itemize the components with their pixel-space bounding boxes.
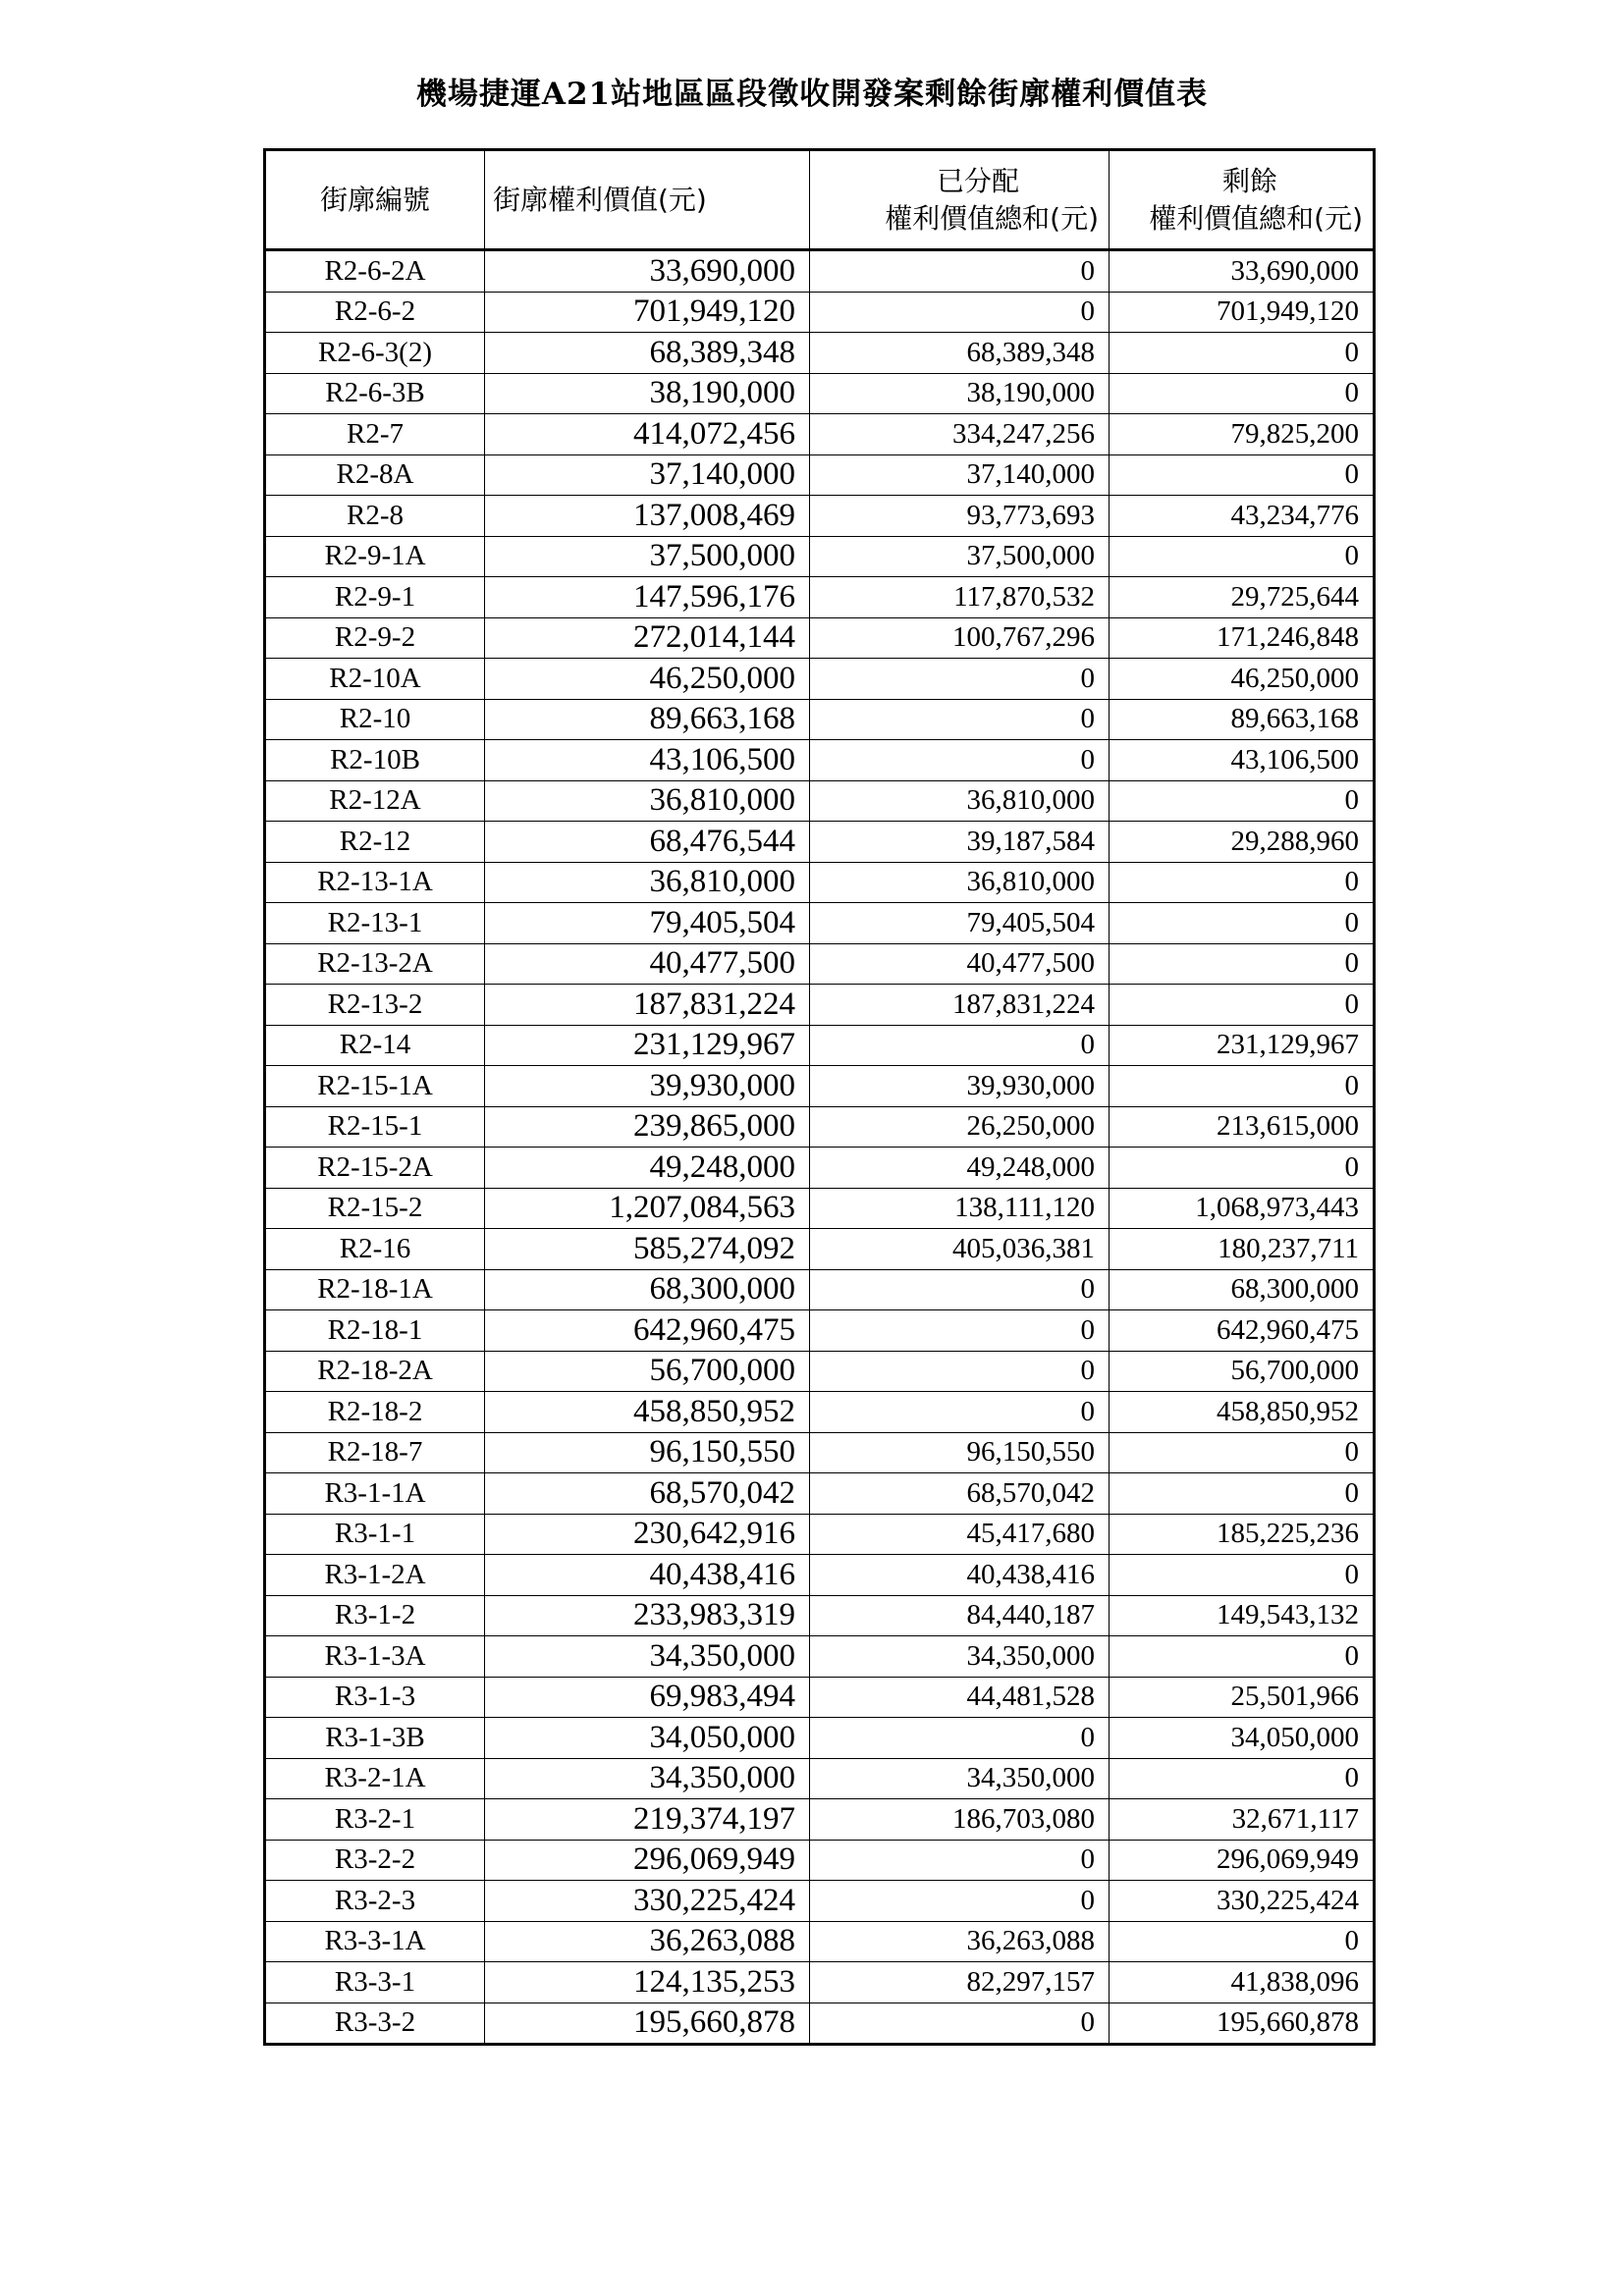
header-row — [265, 150, 1375, 250]
cell-remaining-value: 68,300,000 — [1110, 1269, 1375, 1310]
header-block-value-label: 街廓權利價值(元) — [493, 183, 707, 216]
header-block-id — [265, 150, 485, 250]
header-block-value — [485, 150, 810, 250]
table-row — [265, 943, 1375, 985]
cell-allocated-value: 0 — [810, 1310, 1110, 1352]
table-row — [265, 1188, 1375, 1229]
table-body — [265, 250, 1375, 2045]
table-row — [265, 617, 1375, 659]
cell-block-value: 137,008,469 — [485, 496, 810, 537]
cell-remaining-value: 0 — [1110, 536, 1375, 577]
cell-remaining-value: 29,725,644 — [1110, 577, 1375, 618]
header-allocated-line1: 已分配 — [936, 164, 1019, 197]
table-row — [265, 985, 1375, 1026]
cell-block-value: 49,248,000 — [485, 1148, 810, 1189]
cell-block-id: R2-10A — [265, 659, 485, 700]
table-row — [265, 577, 1375, 618]
cell-allocated-value: 334,247,256 — [810, 414, 1110, 455]
table-row — [265, 1066, 1375, 1107]
cell-block-id: R2-18-1 — [265, 1310, 485, 1352]
cell-block-id: R2-9-2 — [265, 617, 485, 659]
cell-block-value: 1,207,084,563 — [485, 1188, 810, 1229]
cell-remaining-value: 41,838,096 — [1110, 1962, 1375, 2003]
cell-block-id: R3-1-3A — [265, 1636, 485, 1678]
cell-remaining-value: 43,106,500 — [1110, 740, 1375, 781]
cell-remaining-value: 29,288,960 — [1110, 822, 1375, 863]
cell-allocated-value: 100,767,296 — [810, 617, 1110, 659]
table-row — [265, 1432, 1375, 1473]
cell-block-id: R2-10 — [265, 699, 485, 740]
cell-block-id: R2-15-2A — [265, 1148, 485, 1189]
table-row — [265, 1106, 1375, 1148]
cell-allocated-value: 40,477,500 — [810, 943, 1110, 985]
cell-block-id: R2-16 — [265, 1229, 485, 1270]
cell-block-value: 231,129,967 — [485, 1025, 810, 1066]
cell-block-id: R2-6-3(2) — [265, 333, 485, 374]
cell-block-value: 68,300,000 — [485, 1269, 810, 1310]
cell-block-value: 187,831,224 — [485, 985, 810, 1026]
cell-allocated-value: 187,831,224 — [810, 985, 1110, 1026]
cell-remaining-value: 34,050,000 — [1110, 1718, 1375, 1759]
header-block-id-label: 街廓編號 — [319, 183, 430, 216]
cell-remaining-value: 0 — [1110, 1473, 1375, 1515]
table-row — [265, 292, 1375, 333]
cell-remaining-value: 0 — [1110, 1921, 1375, 1962]
cell-remaining-value: 0 — [1110, 985, 1375, 1026]
table-row — [265, 454, 1375, 496]
cell-allocated-value: 0 — [810, 1881, 1110, 1922]
cell-block-id: R2-12A — [265, 780, 485, 822]
cell-remaining-value: 0 — [1110, 1636, 1375, 1678]
cell-remaining-value: 0 — [1110, 780, 1375, 822]
table-row — [265, 1555, 1375, 1596]
table-row — [265, 740, 1375, 781]
cell-remaining-value: 0 — [1110, 454, 1375, 496]
cell-block-value: 79,405,504 — [485, 903, 810, 944]
cell-allocated-value: 49,248,000 — [810, 1148, 1110, 1189]
cell-allocated-value: 36,810,000 — [810, 862, 1110, 903]
cell-remaining-value: 0 — [1110, 1148, 1375, 1189]
cell-allocated-value: 40,438,416 — [810, 1555, 1110, 1596]
cell-block-id: R2-13-1 — [265, 903, 485, 944]
cell-block-value: 38,190,000 — [485, 373, 810, 414]
cell-block-id: R3-2-2 — [265, 1840, 485, 1881]
header-allocated-line2: 權利價值總和(元) — [885, 201, 1099, 235]
cell-block-value: 230,642,916 — [485, 1514, 810, 1555]
cell-remaining-value: 0 — [1110, 943, 1375, 985]
table-row — [265, 659, 1375, 700]
cell-remaining-value: 0 — [1110, 373, 1375, 414]
cell-block-value: 34,050,000 — [485, 1718, 810, 1759]
cell-block-id: R3-1-2 — [265, 1595, 485, 1636]
cell-block-id: R2-18-2A — [265, 1351, 485, 1392]
cell-remaining-value: 0 — [1110, 1758, 1375, 1799]
cell-block-id: R2-6-2 — [265, 292, 485, 333]
cell-remaining-value: 0 — [1110, 1555, 1375, 1596]
cell-block-id: R2-8 — [265, 496, 485, 537]
cell-block-value: 219,374,197 — [485, 1799, 810, 1841]
cell-allocated-value: 186,703,080 — [810, 1799, 1110, 1841]
cell-allocated-value: 138,111,120 — [810, 1188, 1110, 1229]
cell-block-id: R3-1-2A — [265, 1555, 485, 1596]
cell-block-value: 89,663,168 — [485, 699, 810, 740]
cell-allocated-value: 34,350,000 — [810, 1636, 1110, 1678]
cell-remaining-value: 56,700,000 — [1110, 1351, 1375, 1392]
cell-block-id: R2-6-2A — [265, 250, 485, 293]
table-row — [265, 1473, 1375, 1515]
table-row — [265, 373, 1375, 414]
cell-block-value: 642,960,475 — [485, 1310, 810, 1352]
cell-block-value: 68,570,042 — [485, 1473, 810, 1515]
cell-block-value: 56,700,000 — [485, 1351, 810, 1392]
cell-allocated-value: 0 — [810, 1351, 1110, 1392]
cell-allocated-value: 36,810,000 — [810, 780, 1110, 822]
cell-block-id: R3-3-1 — [265, 1962, 485, 2003]
cell-block-value: 39,930,000 — [485, 1066, 810, 1107]
cell-block-id: R2-8A — [265, 454, 485, 496]
cell-block-id: R2-7 — [265, 414, 485, 455]
block-value-table — [263, 148, 1376, 2046]
table-row — [265, 699, 1375, 740]
table-row — [265, 1148, 1375, 1189]
cell-remaining-value: 171,246,848 — [1110, 617, 1375, 659]
cell-block-value: 34,350,000 — [485, 1758, 810, 1799]
cell-block-id: R3-2-1A — [265, 1758, 485, 1799]
cell-remaining-value: 25,501,966 — [1110, 1677, 1375, 1718]
cell-remaining-value: 33,690,000 — [1110, 250, 1375, 293]
cell-block-id: R2-13-1A — [265, 862, 485, 903]
table-row — [265, 1962, 1375, 2003]
cell-remaining-value: 642,960,475 — [1110, 1310, 1375, 1352]
cell-remaining-value: 701,949,120 — [1110, 292, 1375, 333]
table-row — [265, 1677, 1375, 1718]
table-row — [265, 2002, 1375, 2045]
table-row — [265, 1310, 1375, 1352]
cell-block-value: 69,983,494 — [485, 1677, 810, 1718]
table-row — [265, 822, 1375, 863]
table-row — [265, 1718, 1375, 1759]
cell-block-id: R2-18-1A — [265, 1269, 485, 1310]
table-row — [265, 1881, 1375, 1922]
cell-allocated-value: 45,417,680 — [810, 1514, 1110, 1555]
cell-allocated-value: 82,297,157 — [810, 1962, 1110, 2003]
cell-allocated-value: 0 — [810, 699, 1110, 740]
cell-allocated-value: 0 — [810, 1269, 1110, 1310]
cell-remaining-value: 0 — [1110, 903, 1375, 944]
cell-allocated-value: 0 — [810, 2002, 1110, 2045]
table-row — [265, 1351, 1375, 1392]
cell-block-value: 43,106,500 — [485, 740, 810, 781]
cell-block-id: R2-18-7 — [265, 1432, 485, 1473]
cell-allocated-value: 0 — [810, 1392, 1110, 1433]
cell-allocated-value: 36,263,088 — [810, 1921, 1110, 1962]
cell-block-value: 40,477,500 — [485, 943, 810, 985]
cell-remaining-value: 0 — [1110, 1432, 1375, 1473]
cell-block-value: 585,274,092 — [485, 1229, 810, 1270]
cell-block-value: 40,438,416 — [485, 1555, 810, 1596]
cell-block-value: 68,476,544 — [485, 822, 810, 863]
cell-block-value: 458,850,952 — [485, 1392, 810, 1433]
cell-block-id: R2-9-1A — [265, 536, 485, 577]
cell-remaining-value: 231,129,967 — [1110, 1025, 1375, 1066]
cell-block-value: 68,389,348 — [485, 333, 810, 374]
cell-block-value: 272,014,144 — [485, 617, 810, 659]
cell-remaining-value: 330,225,424 — [1110, 1881, 1375, 1922]
table-row — [265, 536, 1375, 577]
table-row — [265, 903, 1375, 944]
cell-allocated-value: 26,250,000 — [810, 1106, 1110, 1148]
table-row — [265, 862, 1375, 903]
header-allocated-value — [810, 150, 1110, 250]
cell-block-id: R3-2-1 — [265, 1799, 485, 1841]
cell-block-id: R3-2-3 — [265, 1881, 485, 1922]
cell-remaining-value: 0 — [1110, 1066, 1375, 1107]
cell-block-id: R3-3-2 — [265, 2002, 485, 2045]
cell-remaining-value: 149,543,132 — [1110, 1595, 1375, 1636]
cell-allocated-value: 0 — [810, 659, 1110, 700]
cell-allocated-value: 37,140,000 — [810, 454, 1110, 496]
cell-allocated-value: 405,036,381 — [810, 1229, 1110, 1270]
cell-allocated-value: 68,570,042 — [810, 1473, 1110, 1515]
cell-remaining-value: 89,663,168 — [1110, 699, 1375, 740]
cell-block-value: 701,949,120 — [485, 292, 810, 333]
table-row — [265, 250, 1375, 293]
cell-allocated-value: 0 — [810, 1840, 1110, 1881]
table-row — [265, 333, 1375, 374]
table-row — [265, 1758, 1375, 1799]
cell-allocated-value: 84,440,187 — [810, 1595, 1110, 1636]
cell-remaining-value: 46,250,000 — [1110, 659, 1375, 700]
cell-remaining-value: 213,615,000 — [1110, 1106, 1375, 1148]
cell-block-value: 124,135,253 — [485, 1962, 810, 2003]
cell-remaining-value: 185,225,236 — [1110, 1514, 1375, 1555]
cell-block-value: 147,596,176 — [485, 577, 810, 618]
cell-remaining-value: 195,660,878 — [1110, 2002, 1375, 2045]
cell-remaining-value: 296,069,949 — [1110, 1840, 1375, 1881]
cell-allocated-value: 0 — [810, 292, 1110, 333]
cell-allocated-value: 96,150,550 — [810, 1432, 1110, 1473]
cell-block-value: 33,690,000 — [485, 250, 810, 293]
cell-block-value: 37,140,000 — [485, 454, 810, 496]
table-row — [265, 1269, 1375, 1310]
table-row — [265, 1921, 1375, 1962]
cell-block-value: 233,983,319 — [485, 1595, 810, 1636]
table-header — [265, 150, 1375, 250]
cell-block-value: 239,865,000 — [485, 1106, 810, 1148]
cell-block-value: 195,660,878 — [485, 2002, 810, 2045]
cell-block-id: R3-1-3 — [265, 1677, 485, 1718]
cell-block-id: R2-13-2A — [265, 943, 485, 985]
cell-block-value: 36,810,000 — [485, 862, 810, 903]
cell-allocated-value: 0 — [810, 1718, 1110, 1759]
cell-block-id: R2-6-3B — [265, 373, 485, 414]
table-row — [265, 1229, 1375, 1270]
table-row — [265, 1514, 1375, 1555]
document-title: 機場捷運A21站地區區段徵收開發案剩餘街廓權利價值表 — [415, 77, 1209, 112]
cell-remaining-value: 180,237,711 — [1110, 1229, 1375, 1270]
cell-allocated-value: 39,930,000 — [810, 1066, 1110, 1107]
cell-remaining-value: 0 — [1110, 862, 1375, 903]
cell-block-id: R3-3-1A — [265, 1921, 485, 1962]
cell-allocated-value: 39,187,584 — [810, 822, 1110, 863]
cell-block-id: R3-1-3B — [265, 1718, 485, 1759]
cell-block-id: R2-18-2 — [265, 1392, 485, 1433]
cell-block-id: R2-10B — [265, 740, 485, 781]
cell-block-id: R2-14 — [265, 1025, 485, 1066]
cell-allocated-value: 37,500,000 — [810, 536, 1110, 577]
header-remaining-value — [1110, 150, 1375, 250]
cell-block-value: 296,069,949 — [485, 1840, 810, 1881]
header-remaining-line1: 剩餘 — [1221, 164, 1277, 197]
table-row — [265, 414, 1375, 455]
cell-remaining-value: 1,068,973,443 — [1110, 1188, 1375, 1229]
table-row — [265, 1840, 1375, 1881]
header-remaining-line2: 權利價值總和(元) — [1149, 201, 1363, 235]
cell-block-id: R2-12 — [265, 822, 485, 863]
cell-block-value: 34,350,000 — [485, 1636, 810, 1678]
cell-allocated-value: 0 — [810, 1025, 1110, 1066]
table-row — [265, 1392, 1375, 1433]
table-row — [265, 780, 1375, 822]
table-row — [265, 496, 1375, 537]
cell-block-value: 330,225,424 — [485, 1881, 810, 1922]
cell-allocated-value: 38,190,000 — [810, 373, 1110, 414]
cell-remaining-value: 458,850,952 — [1110, 1392, 1375, 1433]
cell-block-id: R2-15-1A — [265, 1066, 485, 1107]
cell-allocated-value: 68,389,348 — [810, 333, 1110, 374]
cell-allocated-value: 0 — [810, 740, 1110, 781]
table-row — [265, 1595, 1375, 1636]
cell-allocated-value: 79,405,504 — [810, 903, 1110, 944]
cell-remaining-value: 0 — [1110, 333, 1375, 374]
table-row — [265, 1025, 1375, 1066]
cell-block-id: R2-9-1 — [265, 577, 485, 618]
cell-block-value: 414,072,456 — [485, 414, 810, 455]
cell-block-value: 46,250,000 — [485, 659, 810, 700]
cell-block-value: 37,500,000 — [485, 536, 810, 577]
table-row — [265, 1636, 1375, 1678]
cell-block-id: R3-1-1A — [265, 1473, 485, 1515]
cell-allocated-value: 117,870,532 — [810, 577, 1110, 618]
cell-block-value: 36,263,088 — [485, 1921, 810, 1962]
table-row — [265, 1799, 1375, 1841]
cell-block-value: 36,810,000 — [485, 780, 810, 822]
cell-block-id: R3-1-1 — [265, 1514, 485, 1555]
cell-remaining-value: 43,234,776 — [1110, 496, 1375, 537]
cell-allocated-value: 0 — [810, 250, 1110, 293]
cell-allocated-value: 44,481,528 — [810, 1677, 1110, 1718]
cell-remaining-value: 32,671,117 — [1110, 1799, 1375, 1841]
cell-block-id: R2-15-2 — [265, 1188, 485, 1229]
cell-block-id: R2-13-2 — [265, 985, 485, 1026]
cell-allocated-value: 93,773,693 — [810, 496, 1110, 537]
cell-block-value: 96,150,550 — [485, 1432, 810, 1473]
cell-block-id: R2-15-1 — [265, 1106, 485, 1148]
cell-remaining-value: 79,825,200 — [1110, 414, 1375, 455]
cell-allocated-value: 34,350,000 — [810, 1758, 1110, 1799]
